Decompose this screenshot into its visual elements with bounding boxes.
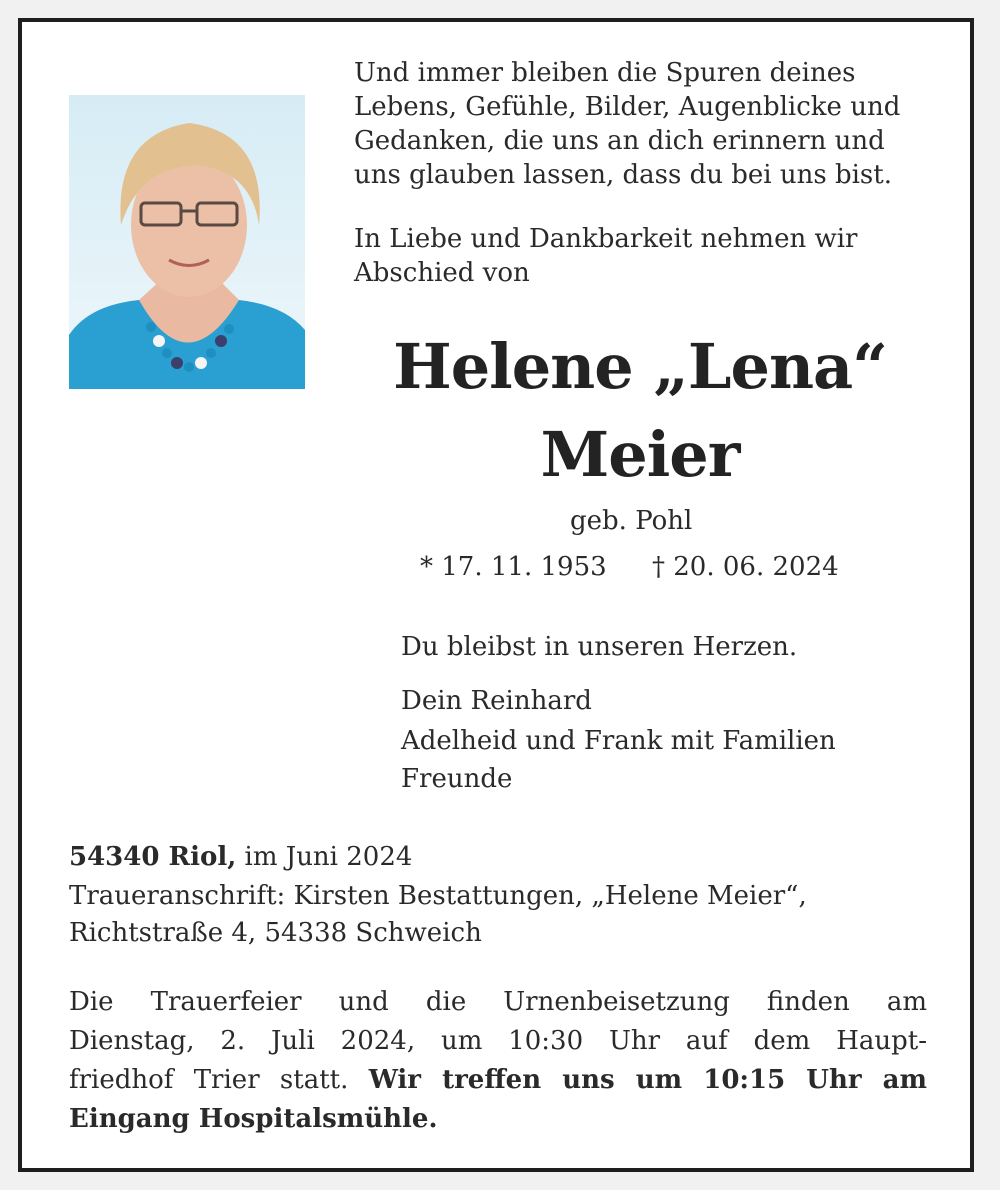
intro-line: In Liebe und Dankbarkeit nehmen wir	[354, 224, 858, 254]
poem-line: Gedanken, die uns an dich erinnern und	[354, 126, 885, 156]
deceased-name-last: Meier	[540, 418, 740, 491]
mourner-line: Dein Reinhard	[401, 686, 592, 716]
ceremony-line	[69, 1063, 927, 1097]
ceremony-text: friedhof Trier statt.	[69, 1065, 349, 1095]
intro-line: Abschied von	[354, 258, 530, 288]
mourner-line: Freunde	[401, 764, 513, 794]
place-date-line	[69, 840, 412, 874]
ceremony-line: Die Trauerfeier und die Urnenbeisetzung finden am	[69, 987, 927, 1017]
poem-line: Lebens, Gefühle, Bilder, Augenblicke und	[354, 92, 901, 122]
portrait-photo	[69, 95, 305, 389]
place: 54340 Riol,	[69, 842, 237, 872]
mourner-line: Adelheid und Frank mit Familien	[401, 726, 836, 756]
deceased-name-first: Helene „Lena“	[393, 330, 887, 403]
birth-date: * 17. 11. 1953	[420, 552, 607, 582]
meeting-place: Eingang Hospitalsmühle.	[69, 1104, 438, 1134]
ceremony-line: Dienstag, 2. Juli 2024, um 10:30 Uhr auf dem Haupt-	[69, 1026, 927, 1056]
address-line: Richtstraße 4, 54338 Schweich	[69, 918, 482, 948]
date-text: im Juni 2024	[244, 842, 413, 872]
address-line: Traueranschrift: Kirsten Bestattungen, „Helene Meier“,	[69, 881, 807, 911]
meeting-time: Wir treffen uns um 10:15 Uhr am	[368, 1065, 928, 1095]
poem-line: uns glauben lassen, dass du bei uns bist.	[354, 160, 892, 190]
death-date: † 20. 06. 2024	[652, 552, 839, 582]
birth-name: geb. Pohl	[570, 506, 693, 536]
motto: Du bleibst in unseren Herzen.	[401, 632, 798, 662]
poem-line: Und immer bleiben die Spuren deines	[354, 58, 856, 88]
portrait-illustration	[69, 95, 305, 389]
